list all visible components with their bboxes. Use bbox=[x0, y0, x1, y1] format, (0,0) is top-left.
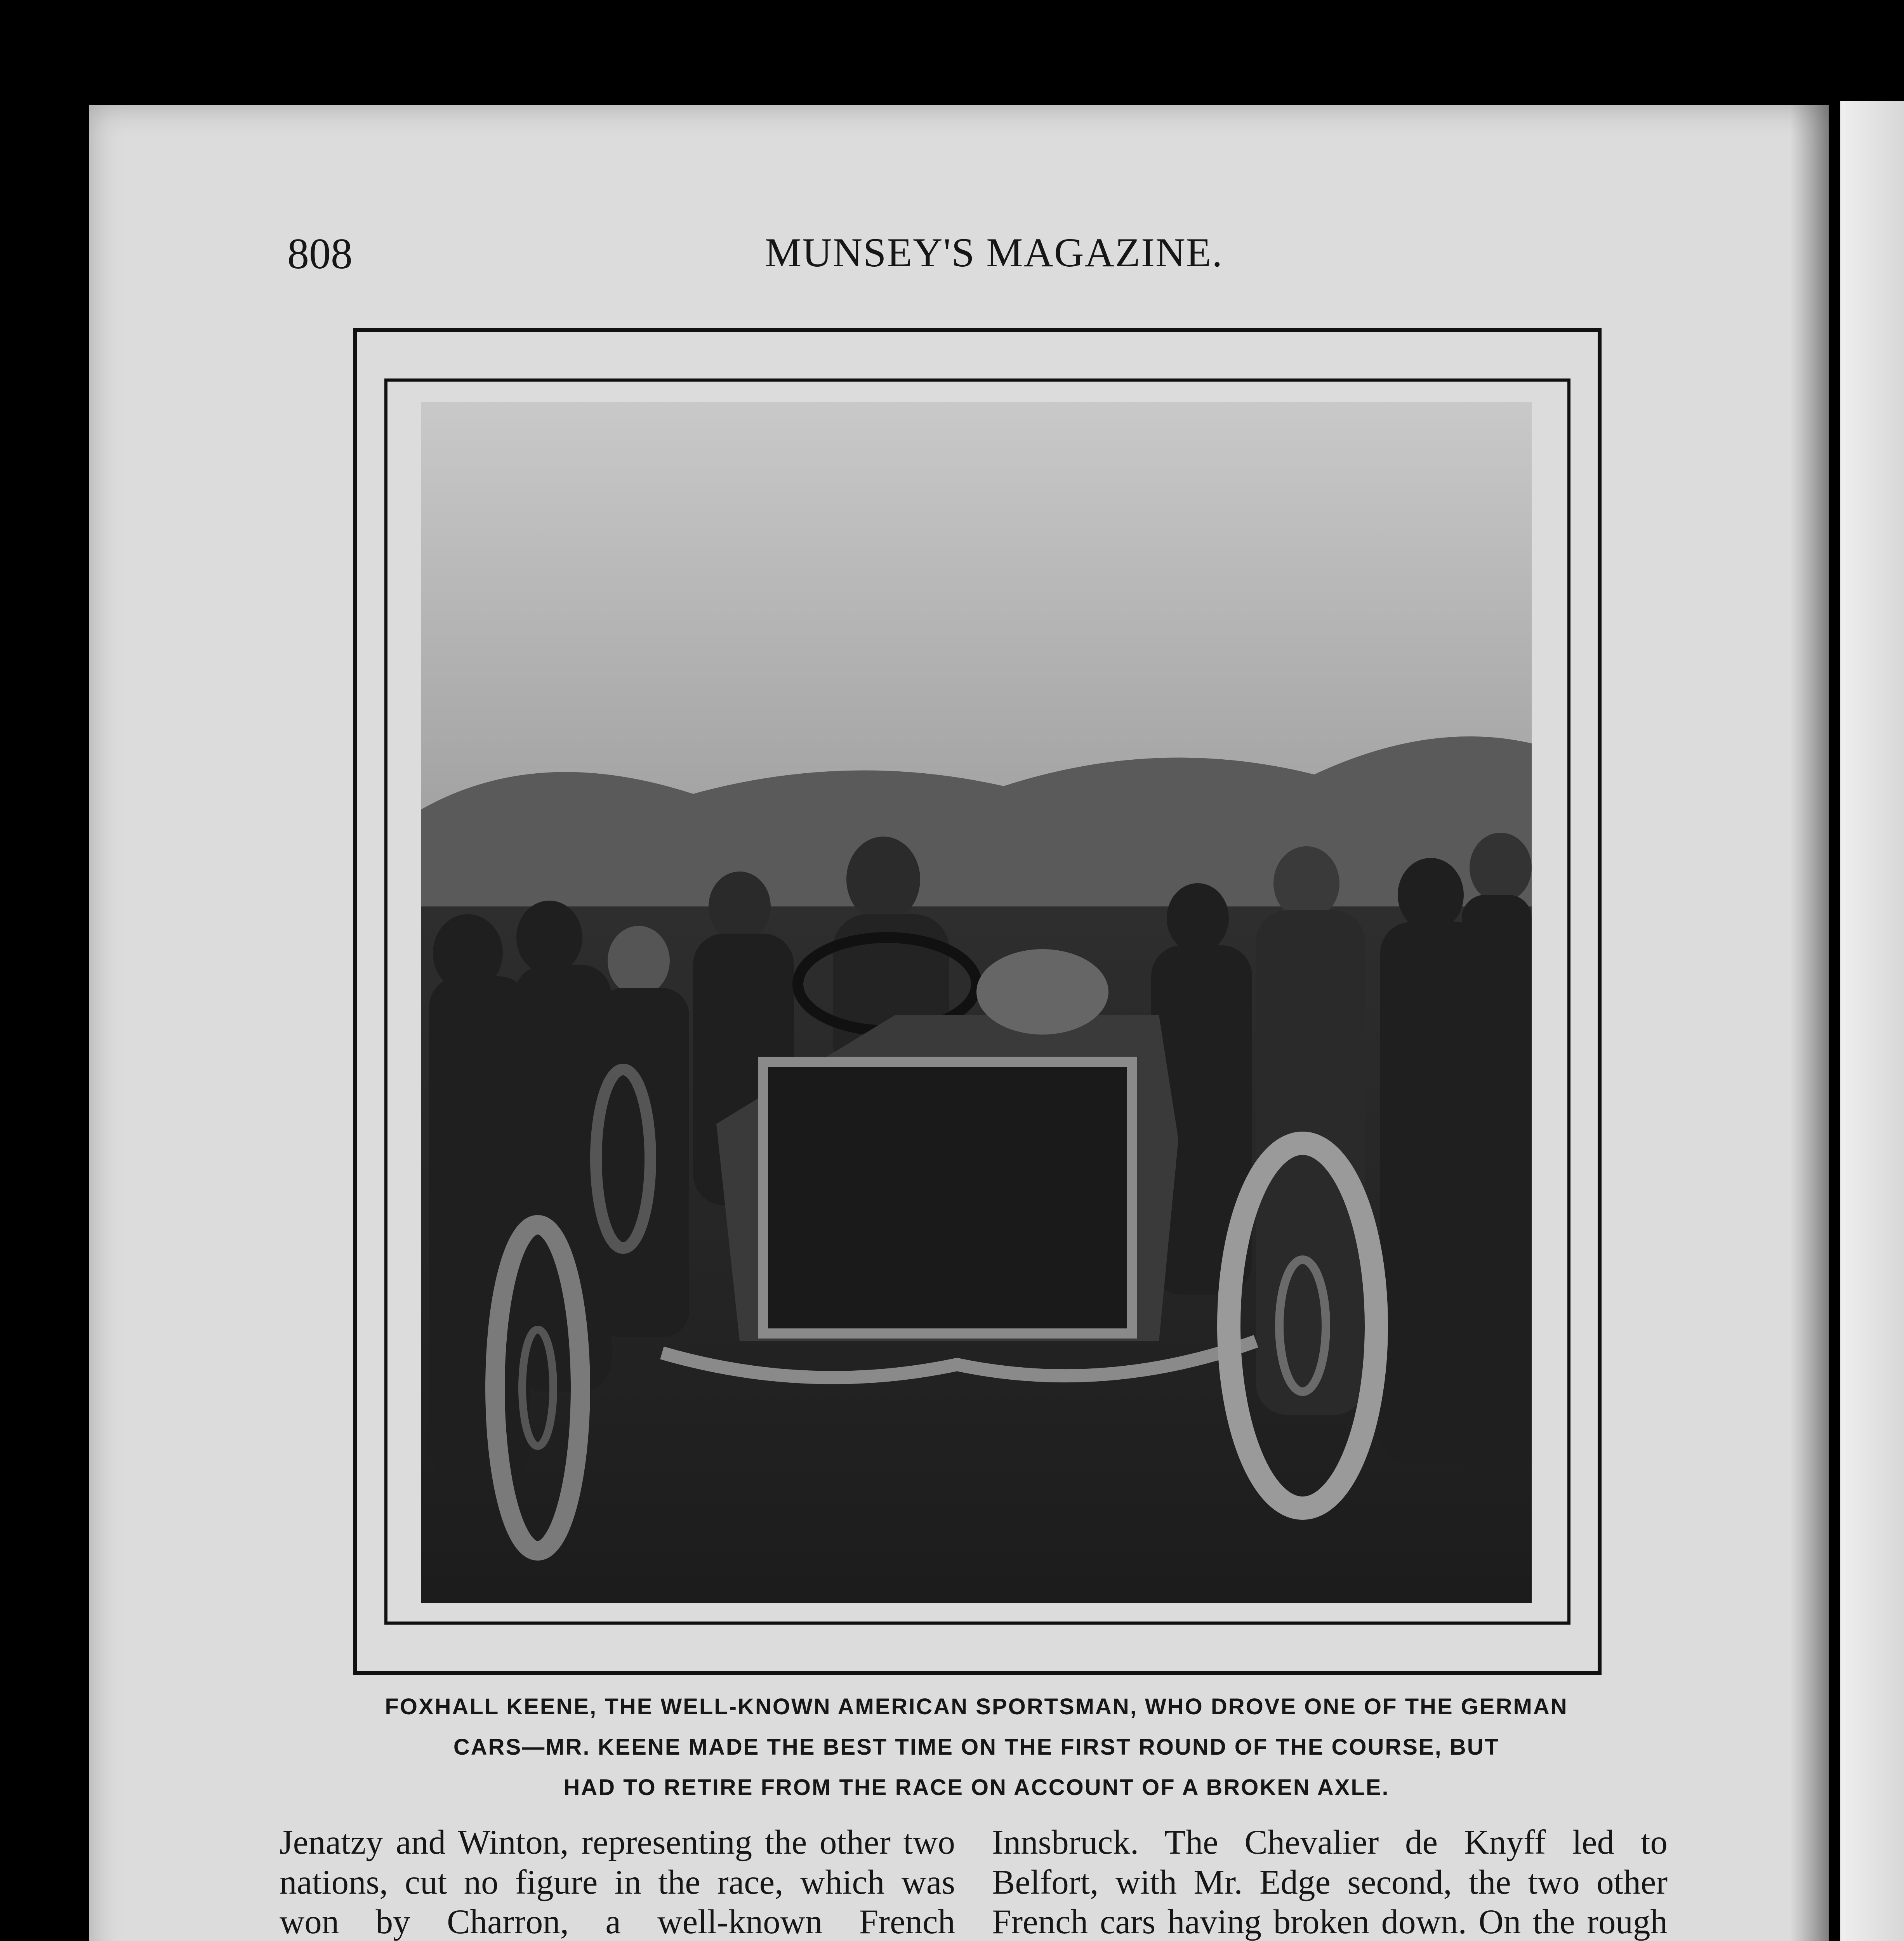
paragraph: Jenatzy and Winton, representing the other two nations, cut no figure in the race, which was won by Charron, a well-known French bbox=[280, 1823, 955, 1941]
right-text-column bbox=[992, 1823, 1668, 1941]
facing-page-edge bbox=[1840, 101, 1904, 1941]
page-number: 808 bbox=[287, 230, 353, 278]
race-car-photograph bbox=[421, 402, 1532, 1603]
photograph-illustration bbox=[421, 402, 1532, 1603]
caption-line: HAD TO RETIRE FROM THE RACE ON ACCOUNT OF A BROKEN AXLE. bbox=[563, 1775, 1390, 1800]
photo-caption bbox=[349, 1687, 1603, 1808]
left-text-column bbox=[280, 1823, 955, 1941]
paragraph: Innsbruck. The Chevalier de Knyff led to Belfort, with Mr. Edge second, the two other French cars having broken down. On the rough bbox=[992, 1823, 1668, 1941]
running-head: MUNSEY'S MAGAZINE. bbox=[765, 230, 1223, 275]
gutter-shadow bbox=[1790, 105, 1840, 1941]
caption-line: CARS—MR. KEENE MADE THE BEST TIME ON THE FIRST ROUND OF THE COURSE, BUT bbox=[453, 1734, 1500, 1760]
caption-line: FOXHALL KEENE, THE WELL-KNOWN AMERICAN SPORTSMAN, WHO DROVE ONE OF THE GERMAN bbox=[385, 1694, 1568, 1719]
